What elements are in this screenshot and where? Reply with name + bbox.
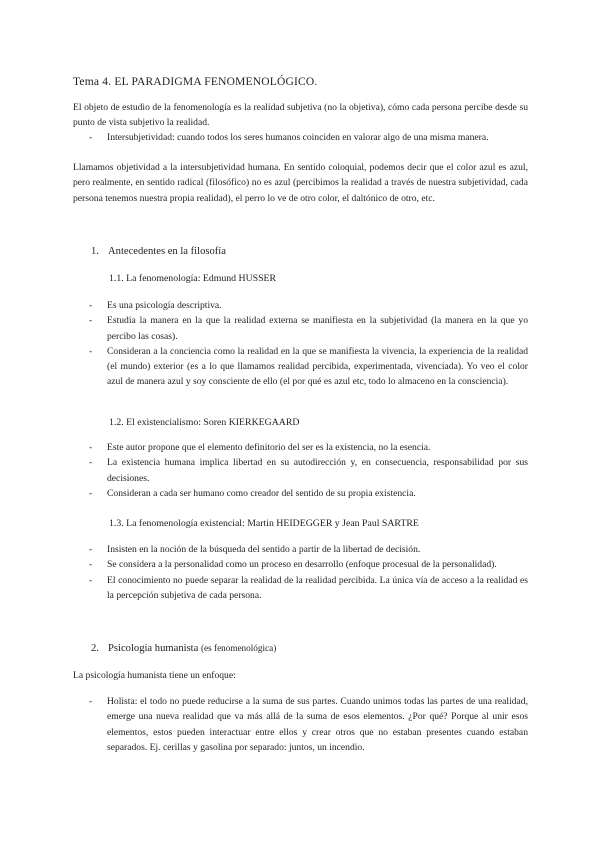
objectivity-paragraph: Llamamos objetividad a la intersubjetividad humana. En sentido coloquial, podemos decir que el color azul es azul, pero realmente, en sentido radical (filosófico) no es azul (percibimos la realidad a través de nuestra subjetividad, cada persona tenemos nuestra propia realidad), el perro lo ve de otro color, el daltónico de otro, etc. <box>73 162 528 204</box>
section-title: Psicología humanista <box>108 643 199 654</box>
section-2-intro: La psicología humanista tiene un enfoque: <box>73 670 236 681</box>
section-number: 2. <box>91 643 99 654</box>
section-2-heading <box>91 641 276 656</box>
list-item: - El conocimiento no puede separar la realidad de la realidad percibida. La única vía de acceso a la realidad es la percepción subjetiva de cada persona. <box>91 573 528 604</box>
list-item: - Consideran a la conciencia como la realidad en la que se manifiesta la vivencia, la experiencia de la realidad (el mundo) exterior (es a lo que llamamos realidad percibida, experimentada, vivenciada). Yo veo el color azul de manera azul y soy consciente de ello (el por qué es azul etc, todo lo almaceno en la consciencia). <box>91 344 528 390</box>
list-item: - La existencia humana implica libertad en su autodirección y, en consecuencia, responsabilidad por sus decisiones. <box>91 455 528 486</box>
list-item: - Se considera a la personalidad como un proceso en desarrollo (enfoque procesual de la personalidad). <box>91 557 528 572</box>
intro-paragraph: El objeto de estudio de la fenomenología es la realidad subjetiva (no la objetiva), cómo cada persona percibe desde su punto de vista subjetivo la realidad. <box>73 102 528 129</box>
subsection-1-3-heading: 1.3. La fenomenología existencial: Martin HEIDEGGER y Jean Paul SARTRE <box>109 518 419 529</box>
list-item: - Holista: el todo no puede reducirse a la suma de sus partes. Cuando unimos todas las partes de una realidad, emerge una nueva realidad que va más allá de la suma de esos elementos. ¿Por qué? Porque al unir esos elementos, estos pueden interactuar entre ellos y crear otros que no estaban presentes cuando estaban separados. Ej. cerillas y gasolina por separado: juntos, un incendio. <box>91 694 528 755</box>
section-title: Antecedentes en la filosofía <box>108 246 226 257</box>
section-2-list <box>91 694 528 755</box>
subsection-1-2-heading: 1.2. El existencialismo: Soren KIERKEGAARD <box>109 417 300 428</box>
list-item: - Consideran a cada ser humano como creador del sentido de su propia existencia. <box>91 486 528 501</box>
intro-list <box>91 130 528 145</box>
section-number: 1. <box>91 246 99 257</box>
subsection-1-2-list <box>91 440 528 501</box>
subsection-1-1-list <box>91 298 528 390</box>
section-1-heading <box>91 244 226 259</box>
document-title: Tema 4. EL PARADIGMA FENOMENOLÓGICO. <box>73 76 318 88</box>
list-item: - Es una psicología descriptiva. <box>91 298 528 313</box>
list-item: - Insisten en la noción de la búsqueda del sentido a partir de la libertad de decisión. <box>91 542 528 557</box>
list-item: - Estudia la manera en la que la realidad externa se manifiesta en la subjetividad (la manera en la que yo percibo las cosas). <box>91 313 528 344</box>
list-item: - Este autor propone que el elemento definitorio del ser es la existencia, no la esencia. <box>91 440 528 455</box>
section-title-note: (es fenomenológica) <box>201 643 277 653</box>
subsection-1-3-list <box>91 542 528 603</box>
subsection-1-1-heading: 1.1. La fenomenología: Edmund HUSSER <box>109 273 277 284</box>
list-item: - Intersubjetividad: cuando todos los seres humanos coinciden en valorar algo de una misma manera. <box>91 130 528 145</box>
